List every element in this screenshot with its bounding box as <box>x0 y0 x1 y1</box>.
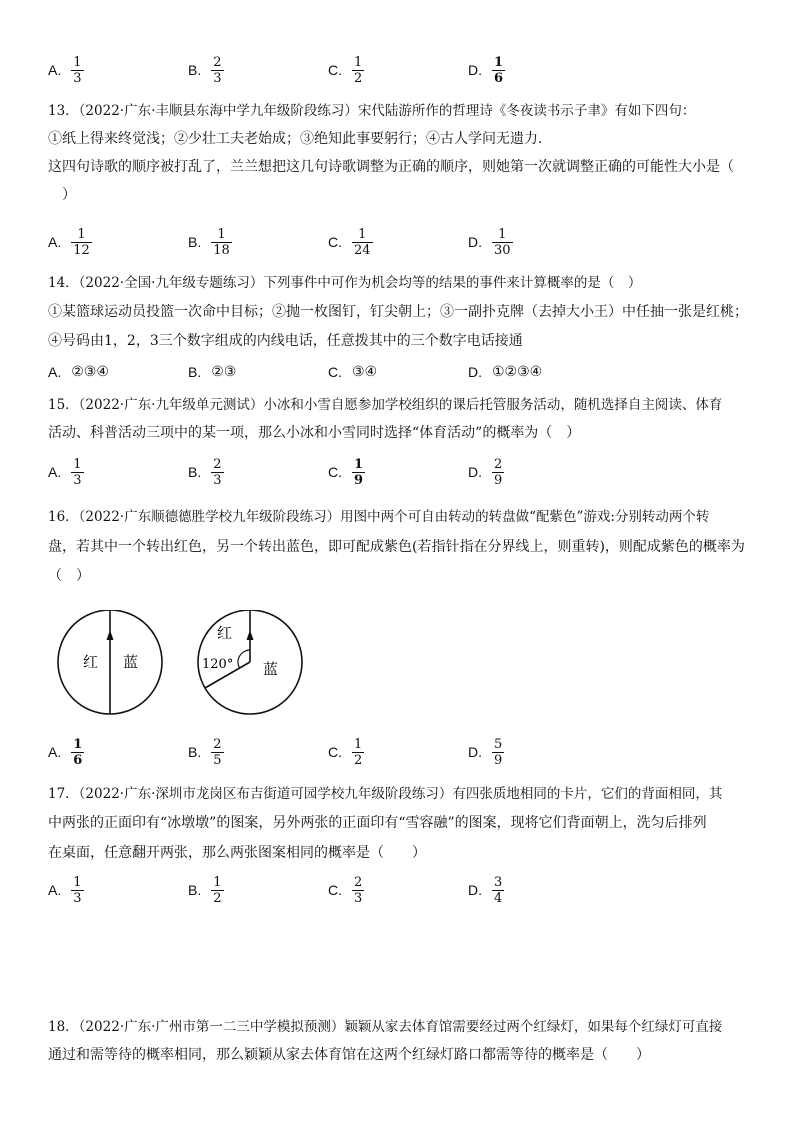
q18-stem-line2: 通过和需等待的概率相同，那么颖颖从家去体育馆在这两个红绿灯路口都需等待的概率是（ ） <box>48 1047 650 1063</box>
spinner-2-right-label: 蓝 <box>263 660 279 678</box>
q16-stem-line1: 16．（2022·广东顺德德胜学校九年级阶段练习）用图中两个可自由转动的转盘做“配紫色”游戏:分别转动两个转 <box>48 509 710 525</box>
spinner-2-top-label: 红 <box>217 624 233 642</box>
fraction: $\frac{1}{18}$ <box>213 226 230 258</box>
fraction: $\frac{2}{5}$ <box>213 736 222 768</box>
q13-option-a[interactable] <box>48 222 92 262</box>
q17-option-c[interactable] <box>328 870 364 910</box>
option-label: D. <box>468 364 482 380</box>
fraction: $\frac{1}{6}$ <box>494 54 504 86</box>
q17-option-d[interactable] <box>468 870 504 910</box>
q15-stem-line2: 活动、科普活动三项中的某一项，那么小冰和小雪同时选择“体育活动”的概率为（ ） <box>48 425 581 441</box>
q14-stem-line3: ④号码由1，2，3三个数字组成的内线电话，任意拨其中的三个数字电话接通 <box>48 333 523 349</box>
spinner-1-pointer <box>107 630 114 640</box>
fraction: $\frac{1}{12}$ <box>73 226 90 258</box>
q14-stem-line1: 14．（2022·全国·九年级专题练习）下列事件中可作为机会均等的结果的事件来计算概率的是（ ） <box>48 275 642 291</box>
q16-option-c[interactable] <box>328 732 364 772</box>
q13-stem-line4: ） <box>62 187 76 203</box>
option-label: D. <box>468 744 482 760</box>
option-text: ③④ <box>352 364 378 380</box>
option-label: A. <box>48 234 62 250</box>
fraction: $\frac{2}{9}$ <box>494 456 503 488</box>
q17-stem-line3: 在桌面，任意翻开两张，那么两张图案相同的概率是（ ） <box>48 845 426 861</box>
spinner-2-angle-label: 120° <box>202 657 234 672</box>
q15-option-d[interactable] <box>468 452 504 492</box>
fraction: $\frac{1}{24}$ <box>354 226 371 258</box>
option-label: A. <box>48 464 62 480</box>
option-label: D. <box>468 464 482 480</box>
q14-option-b[interactable] <box>188 354 236 390</box>
fraction: $\frac{5}{9}$ <box>494 736 503 768</box>
q13-stem-line1: 13．（2022·广东·丰顺县东海中学九年级阶段练习）宋代陆游所作的哲理诗《冬夜读书示子聿》有如下四句： <box>48 103 696 119</box>
option-label: A. <box>48 882 62 898</box>
q15-stem-line1: 15．（2022·广东·九年级单元测试）小冰和小雪自愿参加学校组织的课后托管服务活动，随机选择自主阅读、体育 <box>48 397 723 413</box>
q13-options <box>48 222 760 262</box>
option-label: D. <box>468 234 482 250</box>
q15-options <box>48 452 760 492</box>
option-label: D. <box>468 62 482 78</box>
fraction: $\frac{1}{9}$ <box>354 456 364 488</box>
option-label: C. <box>328 744 342 760</box>
q15-option-b[interactable] <box>188 452 224 492</box>
q12-option-c[interactable] <box>328 50 364 90</box>
q16-option-d[interactable] <box>468 732 504 772</box>
q17-option-b[interactable] <box>188 870 224 910</box>
option-label: A. <box>48 744 62 760</box>
q17-options <box>48 870 760 910</box>
q16-option-a[interactable] <box>48 732 84 772</box>
q16-stem-line3: （ ） <box>48 568 90 584</box>
option-label: B. <box>188 234 202 250</box>
q13-option-c[interactable] <box>328 222 373 262</box>
q12-option-a[interactable] <box>48 50 84 90</box>
spinner-1-left-label: 红 <box>83 653 99 671</box>
fraction: $\frac{1}{2}$ <box>354 54 363 86</box>
q17-option-a[interactable] <box>48 870 84 910</box>
spinner-1-right-label: 蓝 <box>123 653 139 671</box>
fraction: $\frac{1}{3}$ <box>73 874 82 906</box>
option-text: ②③ <box>211 364 237 380</box>
fraction: $\frac{1}{2}$ <box>213 874 222 906</box>
spinner-2-pointer <box>247 630 254 640</box>
fraction: $\frac{1}{30}$ <box>494 226 511 258</box>
q17-stem-line1: 17．（2022·广东·深圳市龙岗区布吉街道可园学校九年级阶段练习）有四张质地相同的卡片，它们的背面相同，其 <box>48 786 723 802</box>
q12-option-b[interactable] <box>188 50 224 90</box>
q13-option-b[interactable] <box>188 222 232 262</box>
fraction: $\frac{1}{6}$ <box>73 736 83 768</box>
option-label: D. <box>468 882 482 898</box>
spinner-figure <box>55 610 355 720</box>
option-label: B. <box>188 464 202 480</box>
option-label: C. <box>328 62 342 78</box>
q13-stem-line2: ①纸上得来终觉浅；②少壮工夫老始成；③绝知此事要躬行；④古人学问无遗力． <box>48 131 552 147</box>
q15-option-c[interactable] <box>328 452 365 492</box>
q16-option-b[interactable] <box>188 732 224 772</box>
q14-option-c[interactable] <box>328 354 377 390</box>
option-text: ①②③④ <box>492 364 543 380</box>
q14-options <box>48 354 760 390</box>
fraction: $\frac{1}{2}$ <box>354 736 363 768</box>
option-label: C. <box>328 234 342 250</box>
q16-options <box>48 732 760 772</box>
option-label: B. <box>188 364 202 380</box>
option-label: C. <box>328 882 342 898</box>
fraction: $\frac{3}{4}$ <box>494 874 503 906</box>
q13-stem-line3: 这四句诗歌的顺序被打乱了，兰兰想把这几句诗歌调整为正确的顺序，则她第一次就调整正确的可能性大小是（ <box>48 159 734 175</box>
option-label: C. <box>328 464 342 480</box>
q18-stem-line1: 18．（2022·广东·广州市第一二三中学模拟预测）颖颖从家去体育馆需要经过两个红绿灯，如果每个红绿灯可直接 <box>48 1019 723 1035</box>
fraction: $\frac{1}{3}$ <box>73 54 82 86</box>
option-label: A. <box>48 364 62 380</box>
fraction: $\frac{2}{3}$ <box>213 54 222 86</box>
fraction: $\frac{1}{3}$ <box>73 456 82 488</box>
q12-option-d[interactable] <box>468 50 505 90</box>
option-label: B. <box>188 744 202 760</box>
q14-option-d[interactable] <box>468 354 542 390</box>
fraction: $\frac{2}{3}$ <box>354 874 363 906</box>
q17-stem-line2: 中两张的正面印有“冰墩墩”的图案，另外两张的正面印有“雪容融”的图案，现将它们背面朝上，洗匀后排列 <box>48 815 707 831</box>
option-text: ②③④ <box>71 364 109 380</box>
q16-stem-line2: 盘，若其中一个转出红色，另一个转出蓝色，即可配成紫色(若指针指在分界线上，则重转)，则配成紫色的概率为 <box>48 539 745 555</box>
q15-option-a[interactable] <box>48 452 84 492</box>
q14-option-a[interactable] <box>48 354 109 390</box>
q14-stem-line2: ①某篮球运动员投篮一次命中目标；②抛一枚图钉，钉尖朝上；③一副扑克牌（去掉大小王）中任抽一张是红桃； <box>48 304 748 320</box>
option-label: C. <box>328 364 342 380</box>
option-label: B. <box>188 882 202 898</box>
q12-options <box>48 50 760 90</box>
option-label: A. <box>48 62 62 78</box>
q13-option-d[interactable] <box>468 222 513 262</box>
option-label: B. <box>188 62 202 78</box>
fraction: $\frac{2}{3}$ <box>213 456 222 488</box>
